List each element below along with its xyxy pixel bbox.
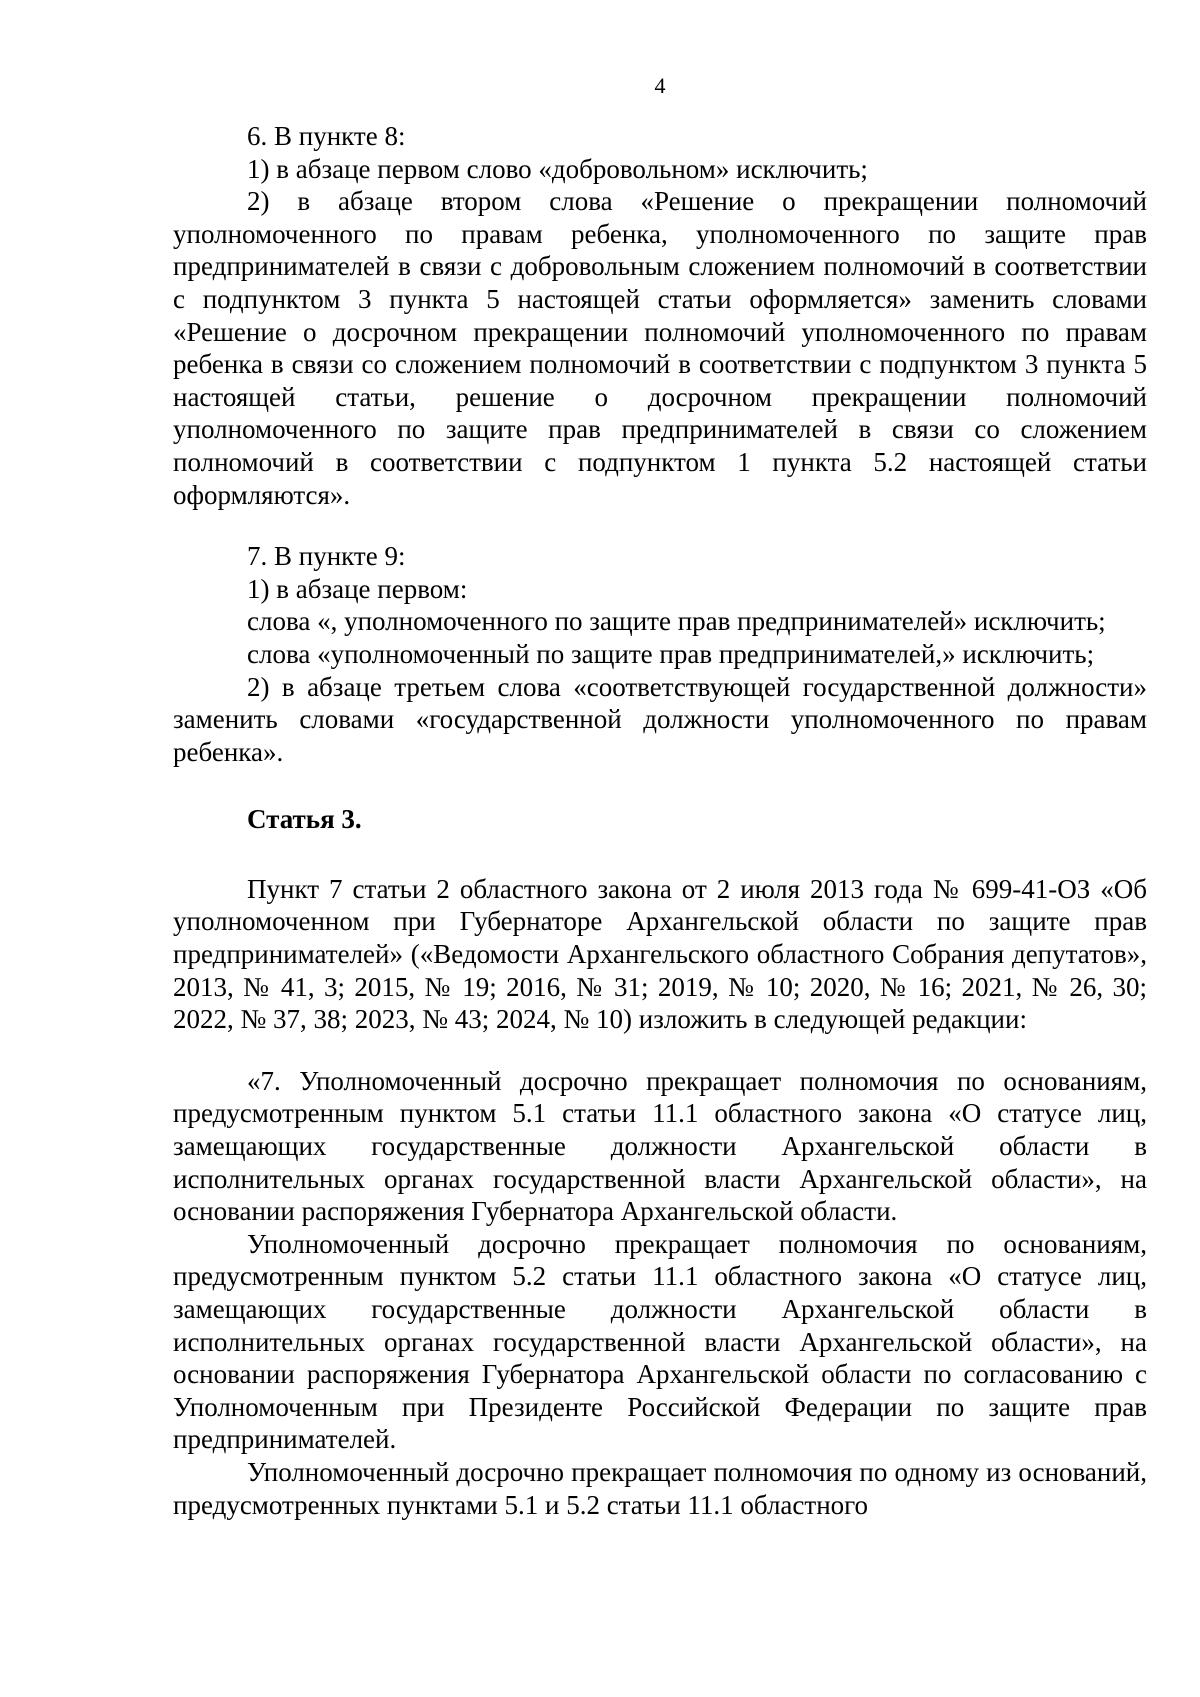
paragraph-point-7-sub-2: 2) в абзаце третьем слова «соответствующей государственной должности» заменить словами «государственной должности уполномоченного по правам ребенка». [173, 671, 1147, 767]
page-number: 4 [654, 73, 666, 98]
article-3-new-point-7-para-3: Уполномоченный досрочно прекращает полномочия по одному из оснований, предусмотренных пунктами 5.1 и 5.2 статьи 11.1 областного [173, 1456, 1147, 1520]
article-3-new-point-7: «7. Уполномоченный досрочно прекращает полномочия по основаниям, предусмотренным пунктом 5.1 статьи 11.1 областного закона «О статусе лиц, замещающих государственные должности Архангельской области в исполнительных органах государственной власти Архангельской области», на основании распоряжения Губернатора Архангельской области. [173, 1065, 1147, 1227]
article-3-heading: Статья 3. [247, 804, 362, 835]
paragraph-point-7: 7. В пункте 9: [247, 541, 406, 572]
paragraph-point-6-sub-2: 2) в абзаце втором слова «Решение о прекращении полномочий уполномоченного по правам ребенка, уполномоченного по защите прав предпринимателей в связи с добровольным сложением полномочий в соответствии с подпунктом 3 пункта 5 настоящей статьи оформляется» заменить словами «Решение о досрочном прекращении полномочий уполномоченного по правам ребенка в связи со сложением полномочий в соответствии с подпунктом 3 пункта 5 настоящей статьи, решение о досрочном прекращении полномочий уполномоченного по защите прав предпринимателей в связи со сложением полномочий в соответствии с подпунктом 1 пункта 5.2 настоящей статьи оформляются». [173, 186, 1147, 510]
article-3-new-point-7-para-2: Уполномоченный досрочно прекращает полномочия по основаниям, предусмотренным пунктом 5.2 статьи 11.1 областного закона «О статусе лиц, замещающих государственные должности Архангельской области в исполнительных органах государственной власти Архангельской области», на основании распоряжения Губернатора Архангельской области по согласованию с Уполномоченным при Президенте Российской Федерации по защите прав предпринимателей. [173, 1228, 1147, 1455]
paragraph-point-6: 6. В пункте 8: [247, 121, 406, 151]
paragraph-point-6-sub-1: 1) в абзаце первом слово «добровольном» исключить; [247, 153, 868, 184]
document-body [173, 120, 1147, 1521]
paragraph-point-7-words-1: слова «, уполномоченного по защите прав предпринимателей» исключить; [247, 606, 1106, 637]
article-3-intro: Пункт 7 статьи 2 областного закона от 2 июля 2013 года № 699-41-ОЗ «Об уполномоченном при Губернаторе Архангельской области по защите прав предпринимателей» («Ведомости Архангельского областного Собрания депутатов», 2013, № 41, 3; 2015, № 19; 2016, № 31; 2019, № 10; 2020, № 16; 2021, № 26, 30; 2022, № 37, 38; 2023, № 43; 2024, № 10) изложить в следующей редакции: [173, 873, 1147, 1035]
paragraph-point-7-words-2: слова «уполномоченный по защите прав предпринимателей,» исключить; [247, 638, 1095, 669]
paragraph-point-7-sub-1: 1) в абзаце первом: [247, 573, 468, 604]
